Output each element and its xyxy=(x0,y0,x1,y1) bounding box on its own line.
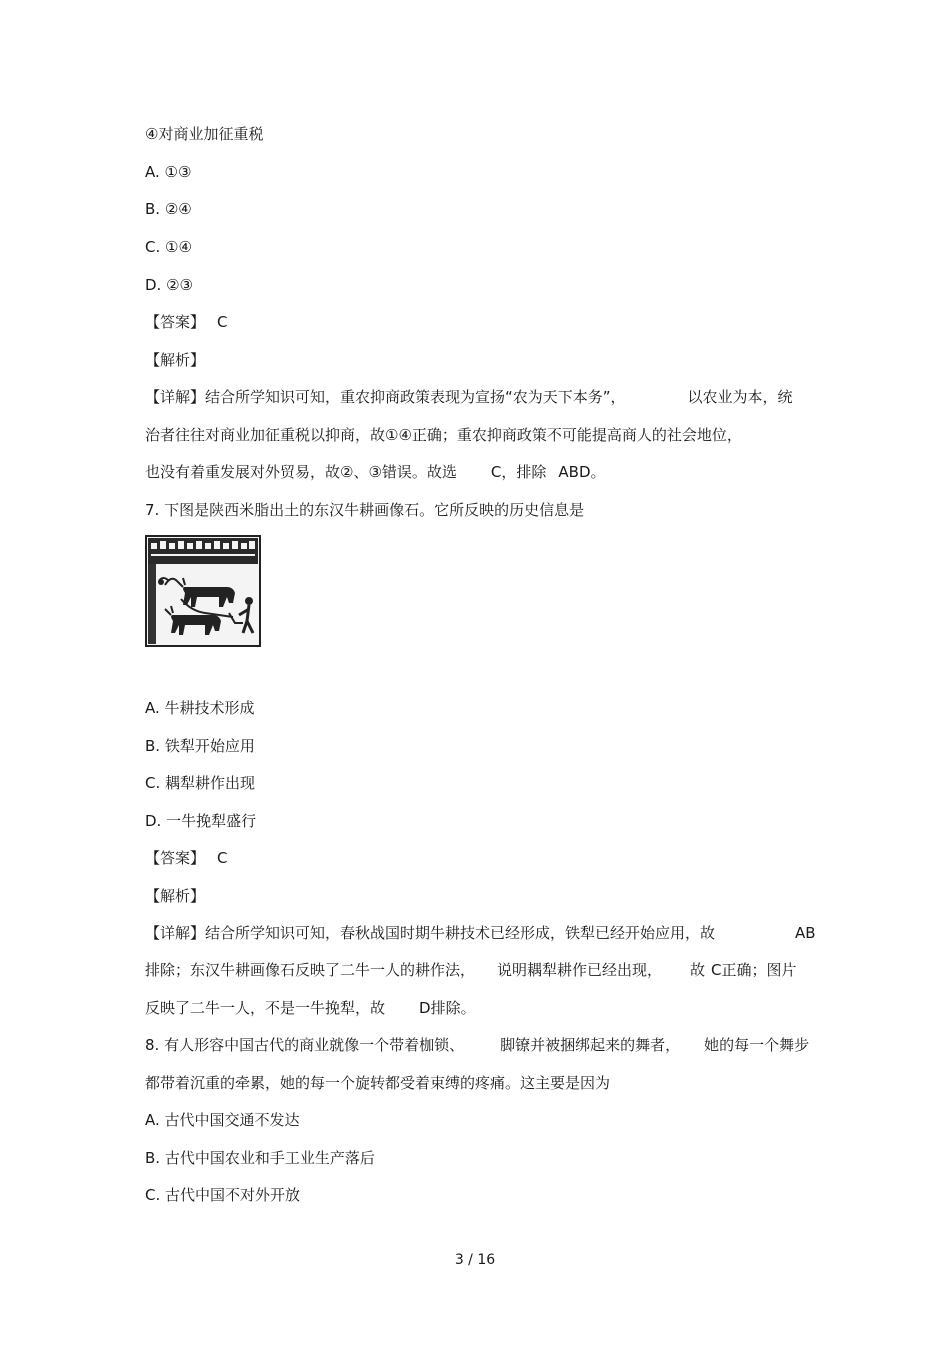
q7-option-d: D. 一牛挽犁盛行 xyxy=(145,812,257,830)
answer-value: C xyxy=(217,849,228,867)
ox-plough-relief-image xyxy=(145,535,261,647)
q6-option-a: A. ①③ xyxy=(145,163,192,181)
q6-item-4: ④对商业加征重税 xyxy=(145,125,264,143)
q7-detail-text: 故 xyxy=(690,961,706,979)
q7-option-b: B. 铁犁开始应用 xyxy=(145,737,255,755)
q6-answer xyxy=(145,312,228,332)
q8-question-text: 脚镣并被捆绑起来的舞者， xyxy=(500,1036,681,1054)
q6-detail-text: ABD xyxy=(558,463,591,481)
q7-detail-line-1 xyxy=(145,923,816,943)
q7-detail-text: 说明耦犁耕作已经出现， xyxy=(497,961,663,979)
q7-detail-text: 反映了二牛一人，不是一牛挽犁，故 xyxy=(145,999,386,1017)
q7-question: 7. 下图是陕西米脂出土的东汉牛耕画像石。它所反映的历史信息是 xyxy=(145,501,585,519)
q7-detail-line-3 xyxy=(145,998,476,1018)
q6-detail-text: 以农业为本，统 xyxy=(687,388,793,406)
q6-detail-text: ，排除 xyxy=(501,463,547,481)
q8-question-line-1 xyxy=(145,1035,809,1055)
answer-value: C xyxy=(217,313,228,331)
answer-label: 【答案】 xyxy=(145,313,206,331)
q7-option-a: A. 牛耕技术形成 xyxy=(145,699,255,717)
q7-option-c: C. 耦犁耕作出现 xyxy=(145,774,256,792)
q7-answer xyxy=(145,848,228,868)
q8-question-text: 8. 有人形容中国古代的商业就像一个带着枷锁、 xyxy=(145,1036,465,1054)
q6-detail-line-1 xyxy=(145,387,793,407)
q6-detail-text: 。 xyxy=(590,463,606,481)
q7-detail-line-2 xyxy=(145,960,797,980)
q6-option-b: B. ②④ xyxy=(145,200,192,218)
q8-option-b: B. 古代中国农业和手工业生产落后 xyxy=(145,1149,375,1167)
q7-analysis-label: 【解析】 xyxy=(145,887,206,905)
page-number: 3 / 16 xyxy=(454,1252,496,1268)
q7-detail-text: C正确；图片 xyxy=(711,961,797,979)
q6-detail-line-2: 治者往往对商业加征重税以抑商，故①④正确；重农抑商政策不可能提高商人的社会地位， xyxy=(145,426,742,444)
q7-detail-text: AB xyxy=(795,924,816,942)
q7-detail-text: D排除。 xyxy=(419,999,476,1017)
q7-detail-text: 【详解】结合所学知识可知，春秋战国时期牛耕技术已经形成，铁犁已经开始应用，故 xyxy=(145,924,716,942)
q6-detail-line-3 xyxy=(145,462,606,482)
q6-option-c: C. ①④ xyxy=(145,238,192,256)
q6-analysis-label: 【解析】 xyxy=(145,351,206,369)
q8-question-line-2: 都带着沉重的牵累，她的每一个旋转都受着束缚的疼痛。这主要是因为 xyxy=(145,1074,611,1092)
q6-detail-text: 【详解】结合所学知识可知，重农抑商政策表现为宣扬“农为天下本务”， xyxy=(145,388,626,406)
q8-option-c: C. 古代中国不对外开放 xyxy=(145,1186,301,1204)
q8-option-a: A. 古代中国交通不发达 xyxy=(145,1111,300,1129)
q6-detail-text: C xyxy=(490,463,502,481)
q8-question-text: 她的每一个舞步 xyxy=(704,1036,810,1054)
answer-label: 【答案】 xyxy=(145,849,206,867)
q6-option-d: D. ②③ xyxy=(145,276,193,294)
q6-detail-text: 也没有着重发展对外贸易，故②、③错误。故选 xyxy=(145,463,457,481)
q7-detail-text: 排除；东汉牛耕画像石反映了二牛一人的耕作法， xyxy=(145,961,476,979)
